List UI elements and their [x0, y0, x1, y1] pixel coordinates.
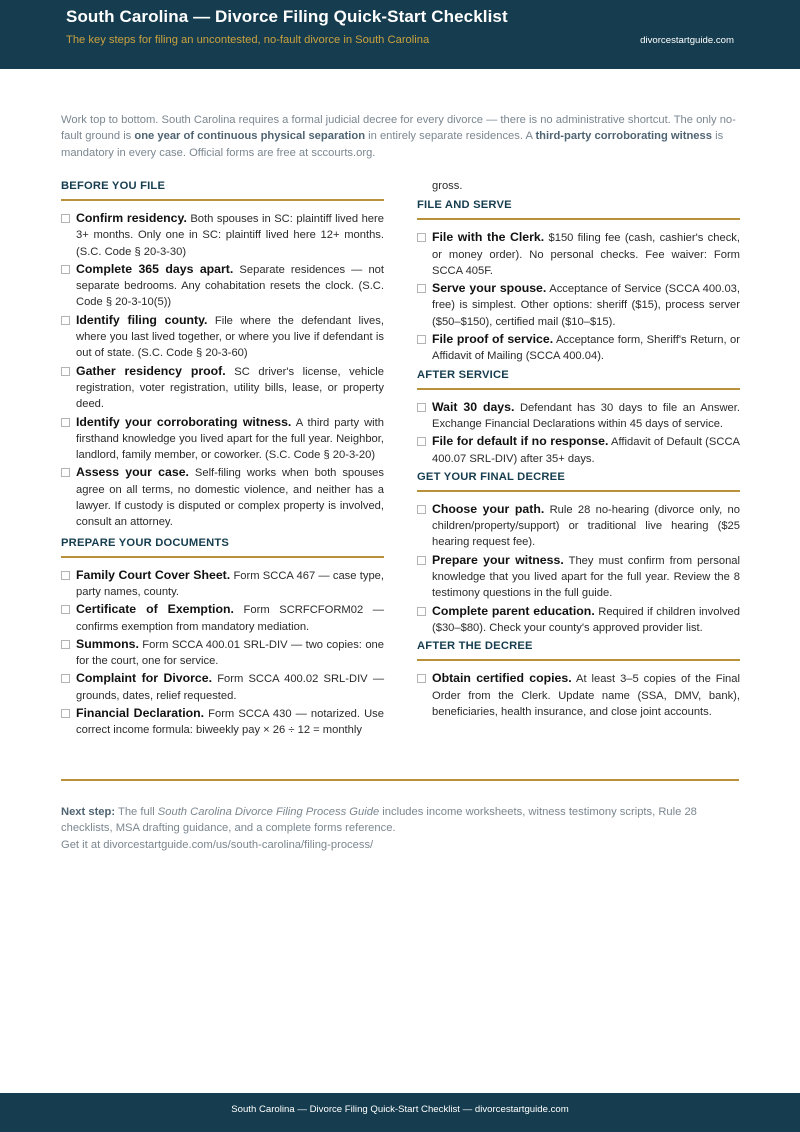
checkbox-icon[interactable]	[417, 505, 426, 514]
page-header	[0, 0, 800, 69]
section-heading: GET YOUR FINAL DECREE	[417, 471, 740, 492]
item-text: Acceptance form, Sheriff's Return, or Affidavit of Mailing (SCCA 400.04).	[432, 334, 740, 363]
next-step-label: Next step:	[61, 806, 116, 818]
item-text: Separate residences — not separate bedrooms. Any cohabitation resets the clock. (S.C. Code § 20-3-10(5))	[76, 263, 384, 309]
item-lead: File with the Clerk.	[432, 230, 545, 245]
divider	[61, 779, 739, 781]
item-text: Form SCCA 467 — case type, party names, county.	[76, 569, 384, 598]
checkbox-icon[interactable]	[61, 605, 70, 614]
item-text: A third party with firsthand knowledge you lived apart for the full year. Neighbor, landlord, family member, or coworker. (S.C. Code § 20-3-20)	[76, 416, 384, 462]
checklist-item	[61, 636, 384, 670]
item-text: Affidavit of Default (SCCA 400.07 SRL-DIV) after 35+ days.	[432, 436, 740, 465]
item-lead: Complete parent education.	[432, 603, 595, 618]
checklist-item	[417, 433, 740, 467]
checklist-item	[417, 501, 740, 551]
section-file-and-serve	[417, 199, 740, 364]
item-lead: Confirm residency.	[76, 211, 187, 225]
next-step-text: The full	[115, 806, 158, 818]
intro-emphasis-witness: third-party corroborating witness	[535, 130, 712, 143]
checkbox-icon[interactable]	[61, 316, 70, 325]
item-lead: Choose your path.	[432, 501, 545, 516]
checkbox-icon[interactable]	[61, 367, 70, 376]
item-text: $150 filing fee (cash, cashier's check, or money order). No personal checks. Fee waiver: Form SCCA 405F.	[432, 232, 740, 277]
footer-text: South Carolina — Divorce Filing Quick-Start Checklist — divorcestartguide.com	[231, 1104, 569, 1115]
guide-title: South Carolina Divorce Filing Process Guide	[157, 806, 380, 818]
item-text: Acceptance of Service (SCCA 400.03, free) is simplest. Other options: sheriff ($15), process server ($50–$150), certified mail ($10–$15).	[432, 283, 740, 328]
checkbox-icon[interactable]	[61, 214, 70, 223]
item-lead: File for default if no response.	[432, 434, 609, 449]
checkbox-icon[interactable]	[417, 437, 426, 446]
checkbox-icon[interactable]	[61, 265, 70, 274]
item-lead: Identify your corroborating witness.	[76, 414, 292, 429]
checklist-item	[61, 210, 384, 260]
checkbox-icon[interactable]	[417, 403, 426, 412]
item-lead: Assess your case.	[76, 465, 189, 480]
section-after-service	[417, 369, 740, 467]
checklist-item	[61, 601, 384, 635]
checklist-item	[61, 464, 384, 530]
checkbox-icon[interactable]	[61, 674, 70, 683]
next-step-text: includes income worksheets, witness testimony scripts, Rule 28 checklists, MSA drafting guidance, and a complete forms reference.	[61, 806, 697, 835]
item-lead: Financial Declaration.	[76, 706, 205, 721]
item-lead: Wait 30 days.	[432, 399, 515, 414]
checklist-item	[417, 603, 740, 637]
intro-emphasis-separation: one year of continuous physical separation	[134, 130, 366, 143]
item-text: SC driver's license, vehicle registration, voter registration, utility bills, lease, or property deed.	[76, 365, 385, 411]
section-prepare-documents	[61, 537, 384, 739]
section-heading: PREPARE YOUR DOCUMENTS	[61, 537, 384, 558]
checkbox-icon[interactable]	[61, 418, 70, 427]
item-lead: Summons.	[76, 636, 139, 651]
page-subtitle: The key steps for filing an uncontested, no-fault divorce in South Carolina	[66, 34, 430, 46]
checkbox-icon[interactable]	[417, 284, 426, 293]
checklist-item	[417, 280, 740, 330]
page-title: South Carolina — Divorce Filing Quick-Start Checklist	[66, 7, 508, 26]
item-continuation: gross.	[432, 180, 463, 192]
item-text: They must confirm from personal knowledge that you lived apart for the full year. Review the 8 testimony questions in the full guide.	[432, 554, 741, 600]
item-lead: Family Court Cover Sheet.	[76, 567, 231, 582]
checklist-item	[417, 229, 740, 279]
item-lead: Complaint for Divorce.	[76, 671, 213, 686]
item-text: Both spouses in SC: plaintiff lived here 3+ months. Only one in SC: plaintiff lived here 12+ months. (S.C. Code § 20-3-30)	[76, 213, 384, 258]
item-text: Form SCCA 400.01 SRL-DIV — two copies: one for the court, one for service.	[76, 638, 384, 668]
next-step-note	[61, 804, 751, 853]
item-text: Form SCRFCFORM02 — confirms exemption from mandatory mediation.	[76, 604, 384, 633]
item-text: Rule 28 no-hearing (divorce only, no children/property/support) or traditional live hearing ($25 hearing request fee).	[432, 503, 740, 549]
section-heading: AFTER THE DECREE	[417, 640, 740, 661]
site-name: divorcestartguide.com	[640, 35, 734, 46]
checkbox-icon[interactable]	[417, 556, 426, 565]
intro-text: in entirely separate residences. A	[365, 130, 536, 143]
checklist-item	[417, 670, 740, 720]
checklist-item	[61, 567, 384, 601]
item-text: At least 3–5 copies of the Final Order from the Clerk. Update name (SSA, DMV, bank), beneficiaries, health insurance, and close joint accounts.	[432, 673, 740, 718]
intro-text: Work top to bottom. South Carolina requires a formal judicial decree for every divorce — there is no administrative shortcut. The only no-fault ground is	[61, 114, 736, 143]
item-text: Self-filing works when both spouses agree on all terms, no domestic violence, and neither has a lawyer. If custody is disputed or complex property is involved, consult an attorney.	[76, 467, 384, 529]
checklist-item	[61, 705, 384, 739]
checklist-item	[417, 399, 740, 433]
checklist-item	[417, 552, 740, 602]
right-column	[417, 178, 740, 724]
checkbox-icon[interactable]	[61, 571, 70, 580]
left-column	[61, 178, 384, 743]
section-after-decree	[417, 640, 740, 720]
checklist-item	[61, 312, 384, 362]
guide-link[interactable]: Get it at divorcestartguide.com/us/south-carolina/filing-process/	[61, 838, 374, 851]
item-text: Form SCCA 400.02 SRL-DIV — grounds, dates, relief requested.	[76, 673, 385, 702]
section-final-decree	[417, 471, 740, 636]
checklist-item	[61, 670, 384, 704]
item-lead: File proof of service.	[432, 332, 554, 347]
section-before-you-file	[61, 180, 384, 531]
checklist-item	[417, 331, 740, 365]
checkbox-icon[interactable]	[417, 233, 426, 242]
item-lead: Gather residency proof.	[76, 363, 226, 378]
checkbox-icon[interactable]	[417, 607, 426, 616]
item-text: Defendant has 30 days to file an Answer. Exchange Financial Declarations within 45 days of service.	[432, 401, 740, 430]
checkbox-icon[interactable]	[61, 468, 70, 477]
section-heading: FILE AND SERVE	[417, 199, 740, 220]
item-lead: Serve your spouse.	[432, 281, 547, 296]
page-footer	[0, 1093, 800, 1132]
item-text: Form SCCA 430 — notarized. Use correct income formula: biweekly pay × 26 ÷ 12 = monthly	[76, 708, 384, 737]
checklist-item	[61, 414, 384, 464]
section-heading: AFTER SERVICE	[417, 369, 740, 390]
intro-text: is mandatory in every case. Official forms are free at sccourts.org.	[61, 130, 724, 159]
item-lead: Obtain certified copies.	[432, 671, 572, 686]
item-lead: Prepare your witness.	[432, 552, 564, 567]
item-lead: Certificate of Exemption.	[76, 602, 234, 617]
checkbox-icon[interactable]	[417, 674, 426, 683]
item-lead: Identify filing county.	[76, 312, 208, 327]
item-lead: Complete 365 days apart.	[76, 261, 234, 276]
checkbox-icon[interactable]	[417, 335, 426, 344]
intro-paragraph	[61, 112, 739, 161]
checklist-item	[61, 261, 384, 311]
section-heading: BEFORE YOU FILE	[61, 180, 384, 201]
checkbox-icon[interactable]	[61, 709, 70, 718]
checkbox-icon[interactable]	[61, 640, 70, 649]
item-text: Required if children involved ($30–$80). Check your county's approved provider list.	[432, 605, 740, 634]
checklist-item	[61, 363, 384, 413]
item-text: File where the defendant lives, where you last lived together, or where you live if defendant is out of state. (S.C. Code § 20-3-60)	[76, 314, 384, 360]
